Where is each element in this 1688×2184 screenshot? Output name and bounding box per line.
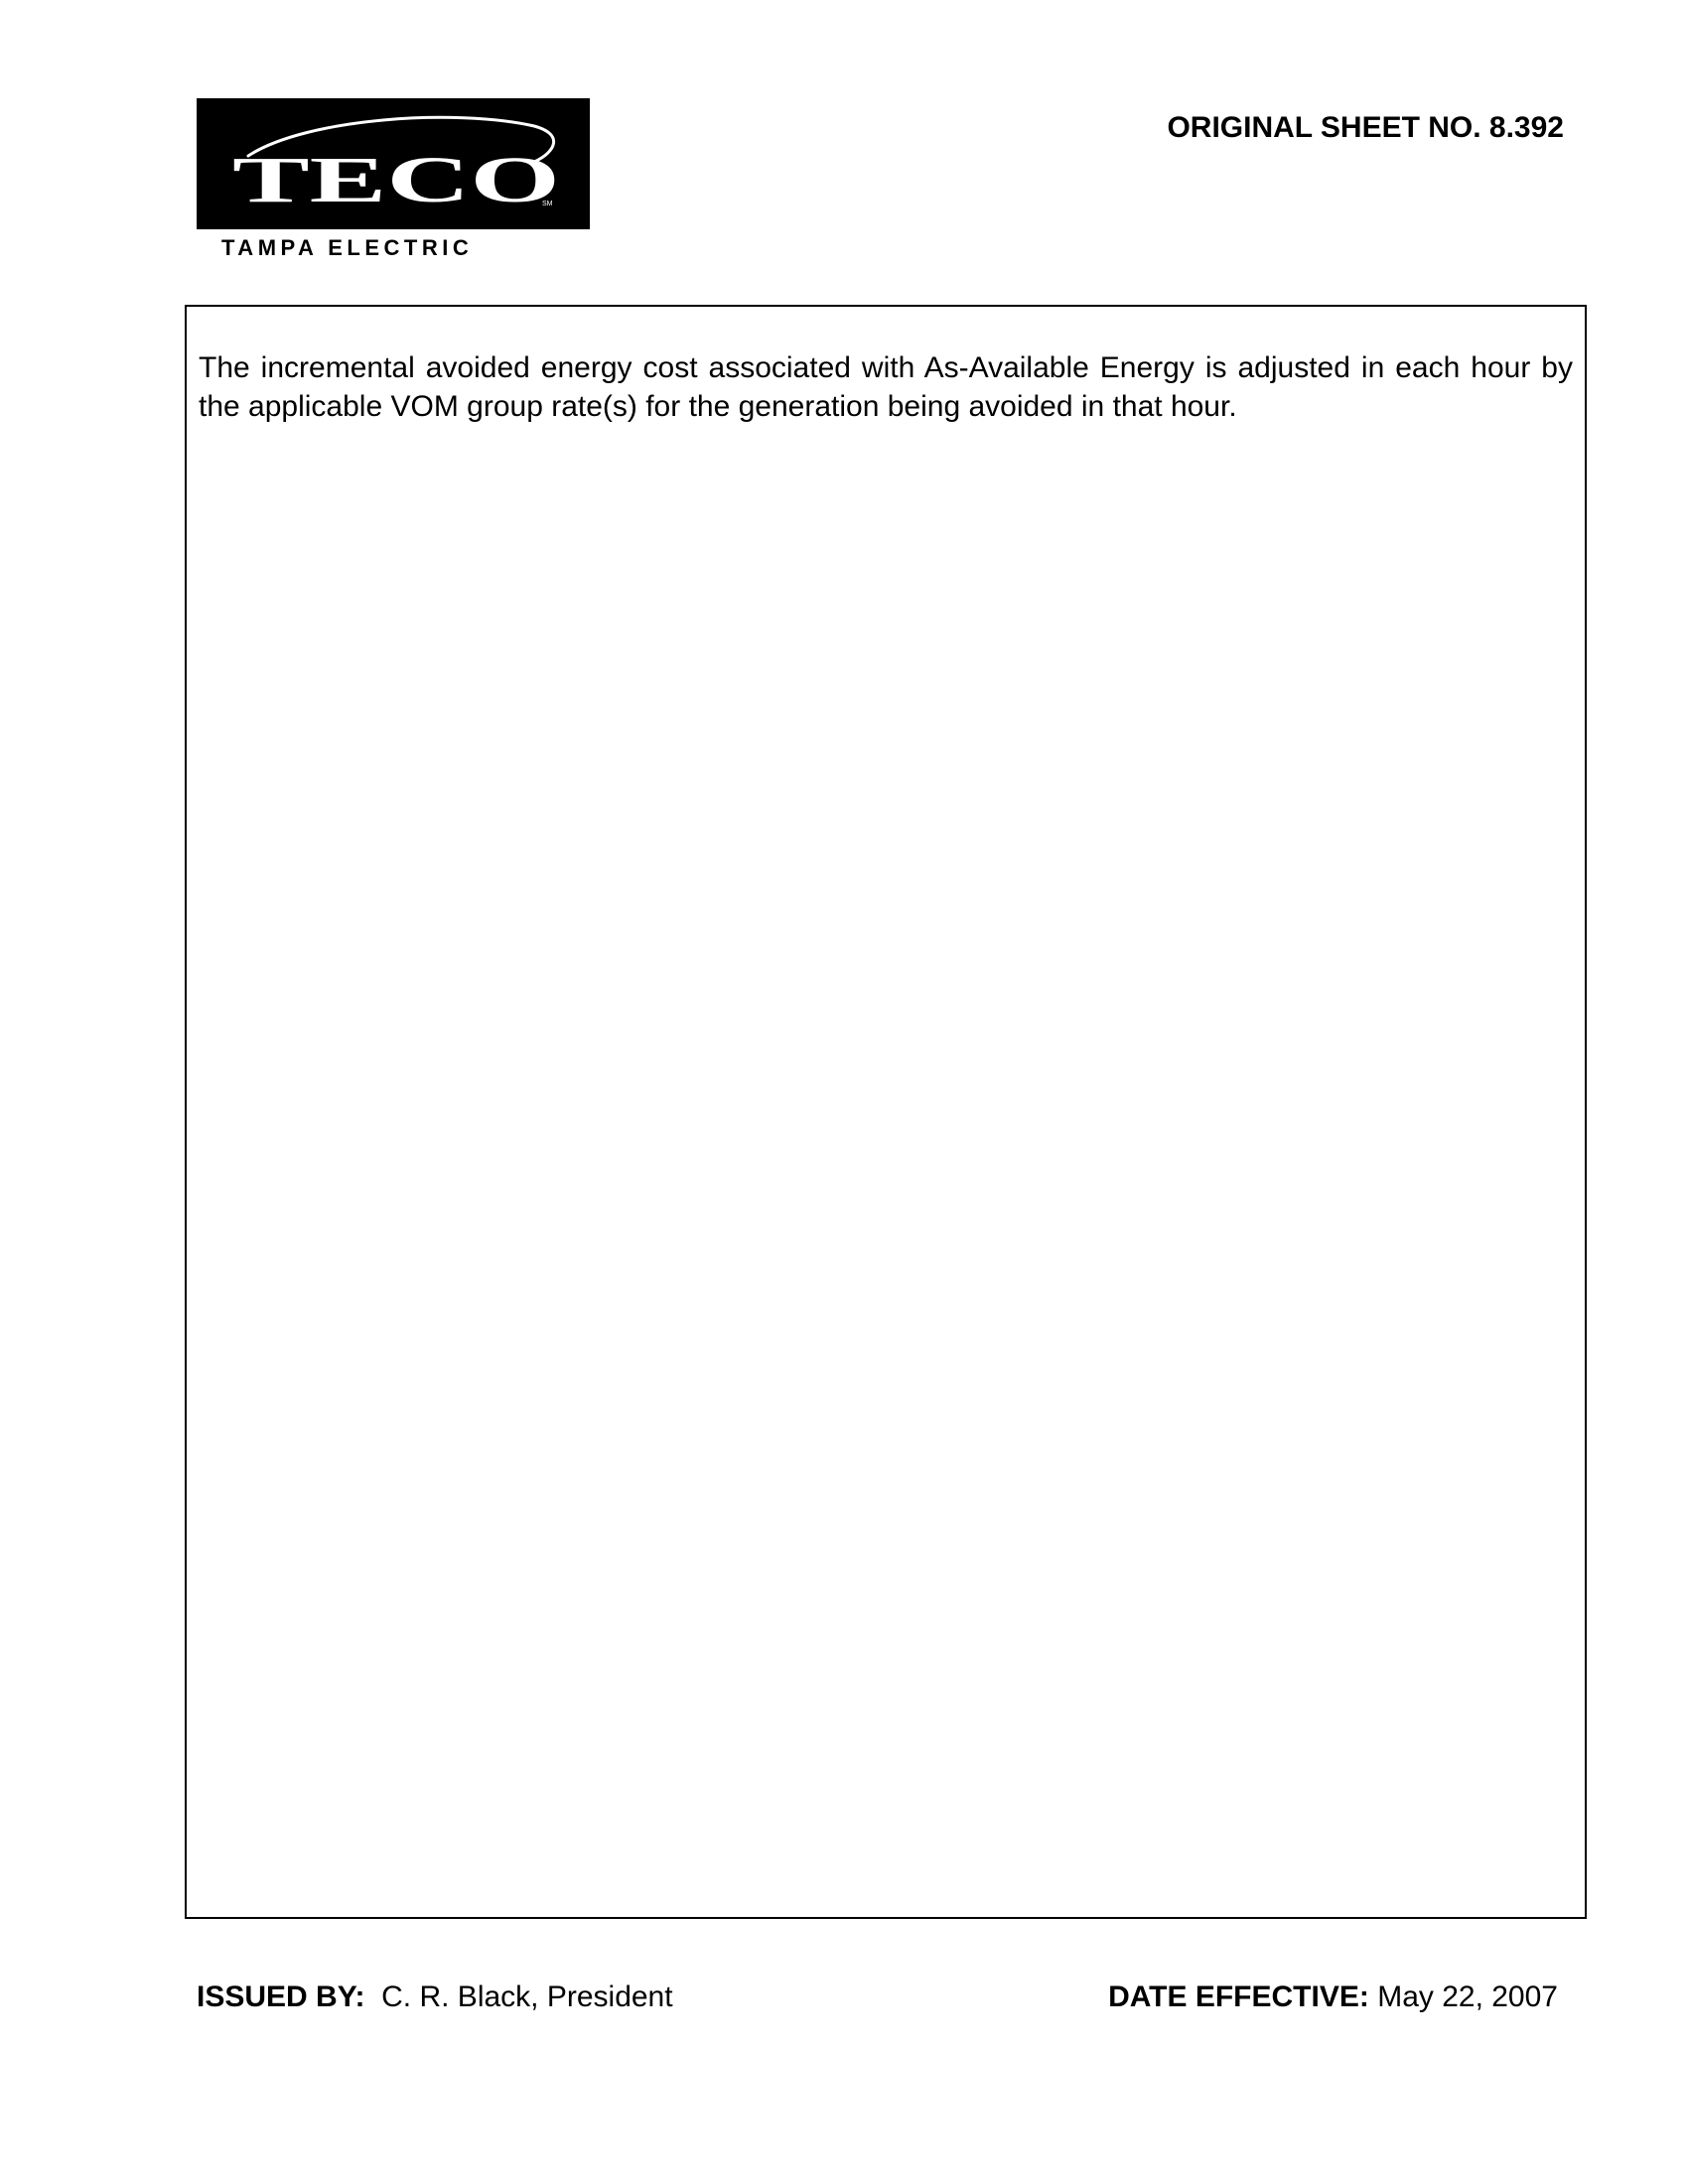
sheet-number: ORIGINAL SHEET NO. 8.392 xyxy=(1167,111,1564,144)
date-effective-label: DATE EFFECTIVE: xyxy=(1108,1980,1369,2013)
content-frame xyxy=(185,305,1587,1919)
logo-wordmark-box xyxy=(197,98,590,229)
logo-service-mark: SM xyxy=(542,201,553,207)
issued-by-value: C. R. Black, President xyxy=(381,1980,673,2013)
body-paragraph: The incremental avoided energy cost associated with As-Available Energy is adjusted in each hour by the applicable VOM group rate(s) for the generation being avoided in that hour. xyxy=(199,351,1573,423)
company-logo xyxy=(197,98,590,262)
teco-logo-mark xyxy=(197,98,590,229)
date-effective-value: May 22, 2007 xyxy=(1377,1980,1558,2013)
date-effective xyxy=(1108,1980,1558,2014)
logo-subtitle: TAMPA ELECTRIC xyxy=(221,235,474,260)
issued-by-label: ISSUED BY: xyxy=(197,1980,365,2013)
issued-by xyxy=(197,1980,673,2014)
logo-wordmark: TECO xyxy=(232,144,560,216)
